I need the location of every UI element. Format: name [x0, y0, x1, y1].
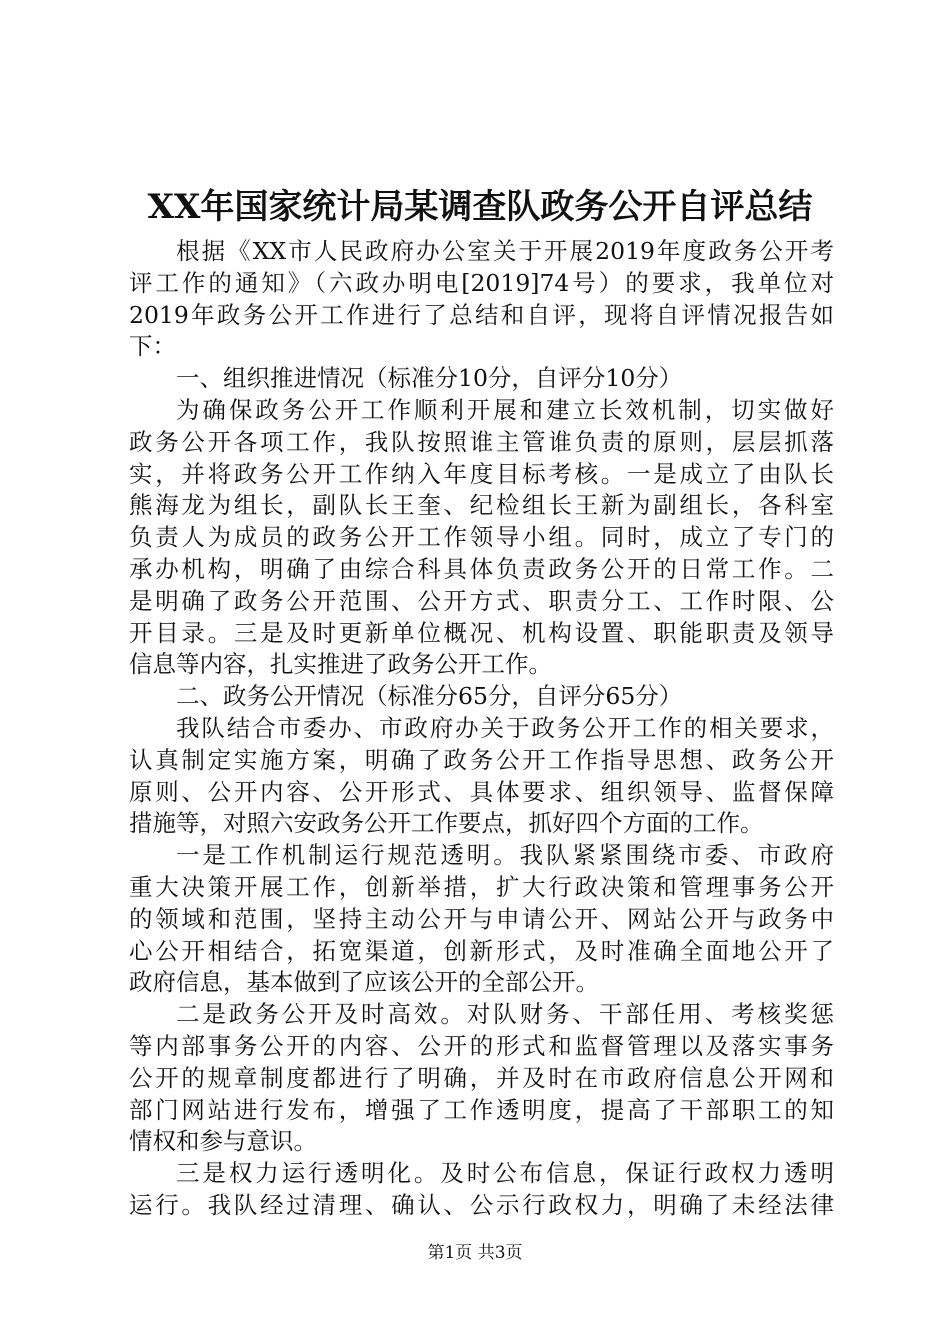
text-line: 重大决策开展工作，创新举措，扩大行政决策和管理事务公开: [129, 872, 834, 901]
document-body: [129, 236, 834, 1222]
text-line: 认真制定实施方案，明确了政务公开工作指导思想、政务公开: [129, 745, 834, 774]
text-line: 一是工作机制运行规范透明。我队紧紧围绕市委、市政府: [176, 841, 834, 870]
text-line: 为确保政务公开工作顺利开展和建立长效机制，切实做好: [176, 395, 834, 424]
text-line: 负责人为成员的政务公开工作领导小组。同时，成立了专门的: [129, 523, 834, 552]
text-line: 政务公开各项工作，我队按照谁主管谁负责的原则，层层抓落: [129, 427, 834, 456]
text-line: 二是政务公开及时高效。对队财务、干部任用、考核奖惩: [176, 1000, 834, 1029]
text-line: 实，并将政务公开工作纳入年度目标考核。一是成立了由队长: [129, 459, 834, 488]
text-line: 心公开相结合，拓宽渠道，创新形式，及时准确全面地公开了: [129, 936, 834, 965]
text-line: 的领域和范围，坚持主动公开与申请公开、网站公开与政务中: [129, 904, 834, 933]
text-line: 等内部事务公开的内容、公开的形式和监督管理以及落实事务: [129, 1031, 834, 1060]
text-line: 开目录。三是及时更新单位概况、机构设置、职能职责及领导: [129, 618, 834, 647]
page-number-footer: 第1页 共3页: [427, 1243, 523, 1263]
text-line: 三是权力运行透明化。及时公布信息，保证行政权力透明: [176, 1159, 834, 1188]
text-line: 情权和参与意识。: [129, 1127, 317, 1156]
section-heading: 一、组织推进情况（标准分10分，自评分10分）: [176, 364, 683, 393]
text-line: 承办机构，明确了由综合科具体负责政务公开的日常工作。二: [129, 554, 834, 583]
document-title: XX年国家统计局某调查队政务公开自评总结: [147, 187, 813, 227]
text-line: 是明确了政务公开范围、公开方式、职责分工、工作时限、公: [129, 586, 834, 615]
text-line: 原则、公开内容、公开形式、具体要求、组织领导、监督保障: [129, 777, 834, 806]
text-line: 运行。我队经过清理、确认、公示行政权力，明确了未经法律: [129, 1190, 834, 1219]
text-line: 信息等内容，扎实推进了政务公开工作。: [129, 650, 552, 679]
text-line: 我队结合市委办、市政府办关于政务公开工作的相关要求，: [176, 713, 834, 742]
text-line: 措施等，对照六安政务公开工作要点，抓好四个方面的工作。: [129, 809, 764, 838]
text-line: 评工作的通知》（六政办明电[2019]74号）的要求，我单位对: [129, 268, 834, 297]
text-line: 熊海龙为组长，副队长王奎、纪检组长王新为副组长，各科室: [129, 491, 834, 520]
text-line: 部门网站进行发布，增强了工作透明度，提高了干部职工的知: [129, 1095, 834, 1124]
text-line: 根据《XX市人民政府办公室关于开展2019年度政务公开考: [176, 237, 834, 265]
text-line: 公开的规章制度都进行了明确，并及时在市政府信息公开网和: [129, 1063, 834, 1092]
text-line: 2019年政务公开工作进行了总结和自评，现将自评情况报告如: [129, 300, 834, 329]
section-heading: 二、政务公开情况（标准分65分，自评分65分）: [176, 682, 683, 711]
text-line: 下：: [129, 332, 176, 361]
text-line: 政府信息，基本做到了应该公开的全部公开。: [129, 968, 599, 997]
